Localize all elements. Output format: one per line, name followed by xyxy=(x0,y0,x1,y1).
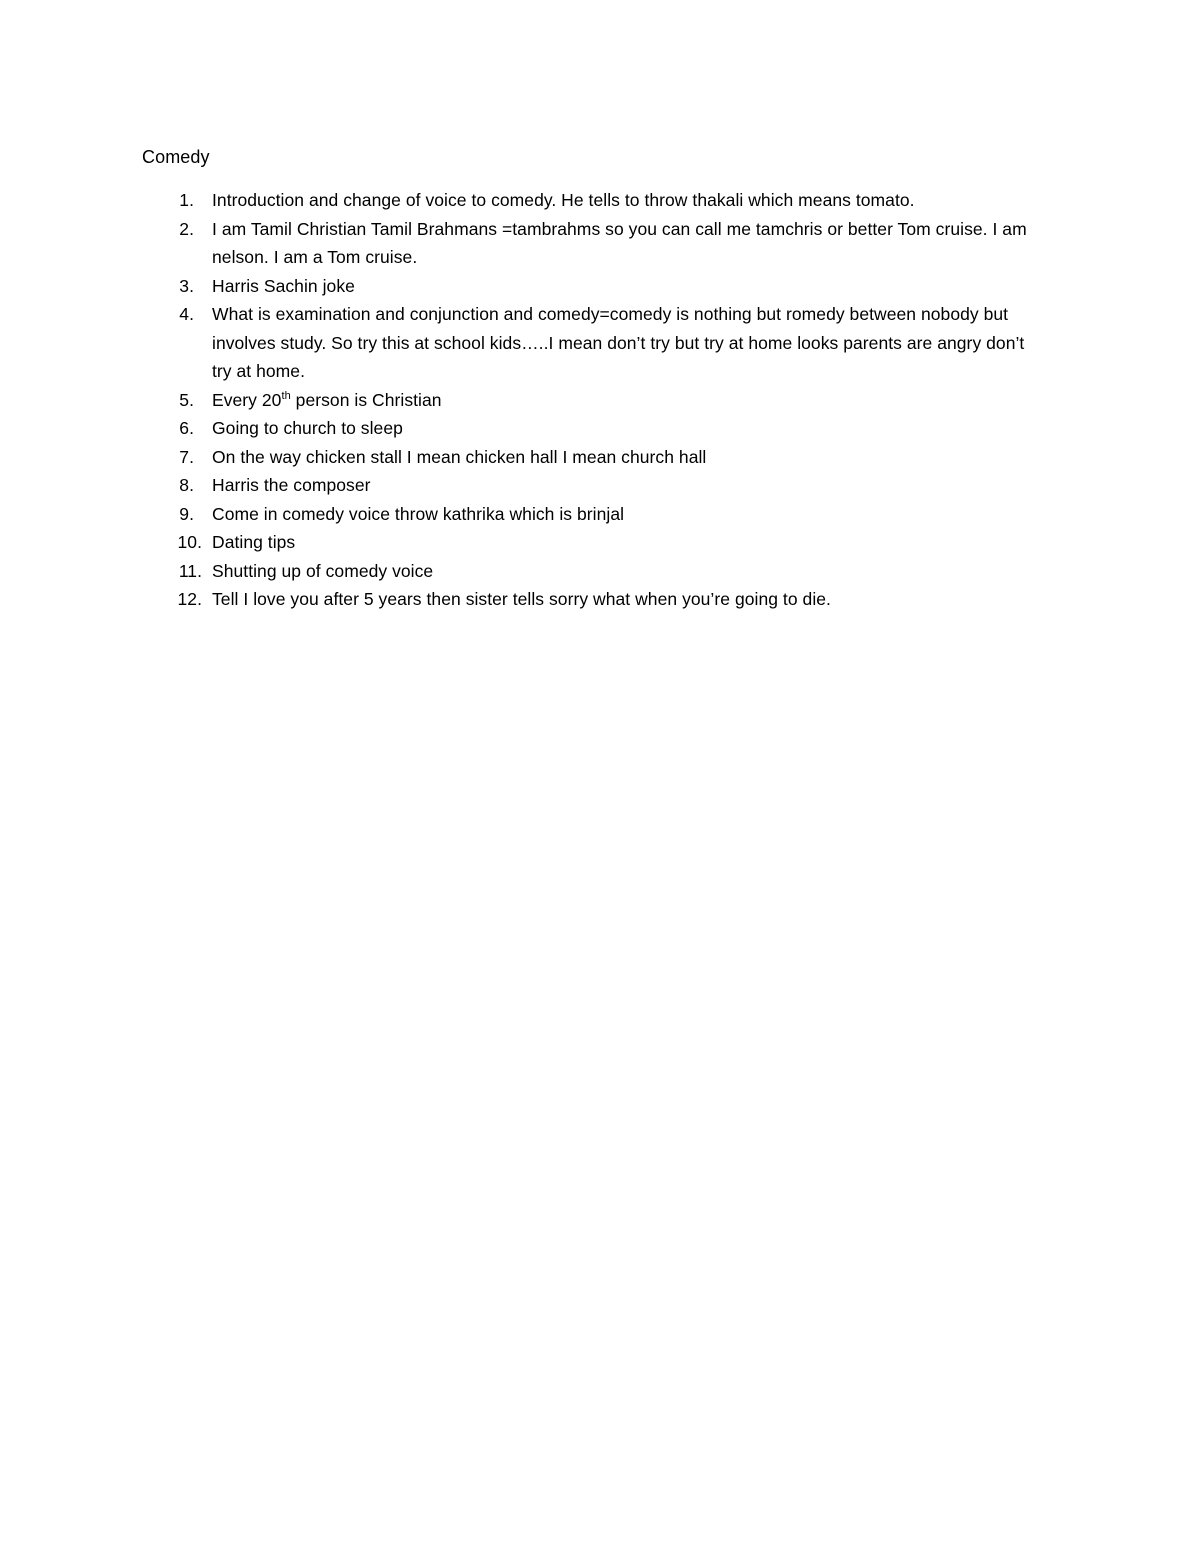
list-item-number: 3. xyxy=(179,275,194,296)
list-item-number: 9. xyxy=(179,503,194,524)
list-item xyxy=(142,300,1042,386)
list-item-number: 5. xyxy=(179,389,194,410)
list-item-number: 2. xyxy=(179,218,194,239)
list-item-number: 6. xyxy=(179,418,194,438)
list-item-text-after: person is Christian xyxy=(290,389,442,410)
list-item-text: Going to church to sleep xyxy=(212,418,403,438)
list-item xyxy=(142,471,1042,500)
list-item xyxy=(142,557,1042,586)
document-title: Comedy xyxy=(142,147,210,167)
list-item-text: On the way chicken stall I mean chicken hall I mean church hall xyxy=(212,446,707,467)
list-item-text: Introduction and change of voice to comedy. He tells to throw thakali which means tomato. xyxy=(212,190,915,210)
list-item xyxy=(142,215,1042,272)
list-item-number: 8. xyxy=(179,475,194,495)
list-item-text: Dating tips xyxy=(212,532,296,552)
list-item-number: 7. xyxy=(179,446,194,467)
list-item-text: I am Tamil Christian Tamil Brahmans =tambrahms so you can call me tamchris or better Tom cruise. I am nelson. I am a Tom cruise. xyxy=(212,218,1027,267)
list-item-number: 12. xyxy=(177,589,202,609)
list-item xyxy=(142,443,1042,472)
list-item-text: Tell I love you after 5 years then sister tells sorry what when you’re going to die. xyxy=(212,589,831,609)
list-item-text-before: Every 20 xyxy=(212,389,282,410)
list-item-number: 1. xyxy=(179,190,194,210)
list-item-text: Harris the composer xyxy=(212,475,371,495)
list-item-number: 11. xyxy=(178,560,202,581)
list-item xyxy=(142,272,1042,301)
list-item xyxy=(142,186,1042,215)
ordinal-superscript: th xyxy=(281,389,291,402)
list-item-text xyxy=(212,390,442,410)
list-item xyxy=(142,500,1042,529)
list-item-number: 4. xyxy=(179,304,194,324)
numbered-list xyxy=(142,186,1042,614)
list-item xyxy=(142,528,1042,557)
list-item-text: What is examination and conjunction and comedy=comedy is nothing but romedy between nobody but involves study. So try this at school kids…..I mean don’t try but try at home looks parents are angry don’t try at home. xyxy=(212,304,1025,381)
list-item xyxy=(142,386,1042,415)
list-item-number: 10. xyxy=(177,532,202,552)
list-item-text: Come in comedy voice throw kathrika which is brinjal xyxy=(212,503,625,524)
list-item xyxy=(142,414,1042,443)
list-item xyxy=(142,585,1042,614)
list-item-text: Shutting up of comedy voice xyxy=(212,560,434,581)
list-item-text: Harris Sachin joke xyxy=(212,275,355,296)
